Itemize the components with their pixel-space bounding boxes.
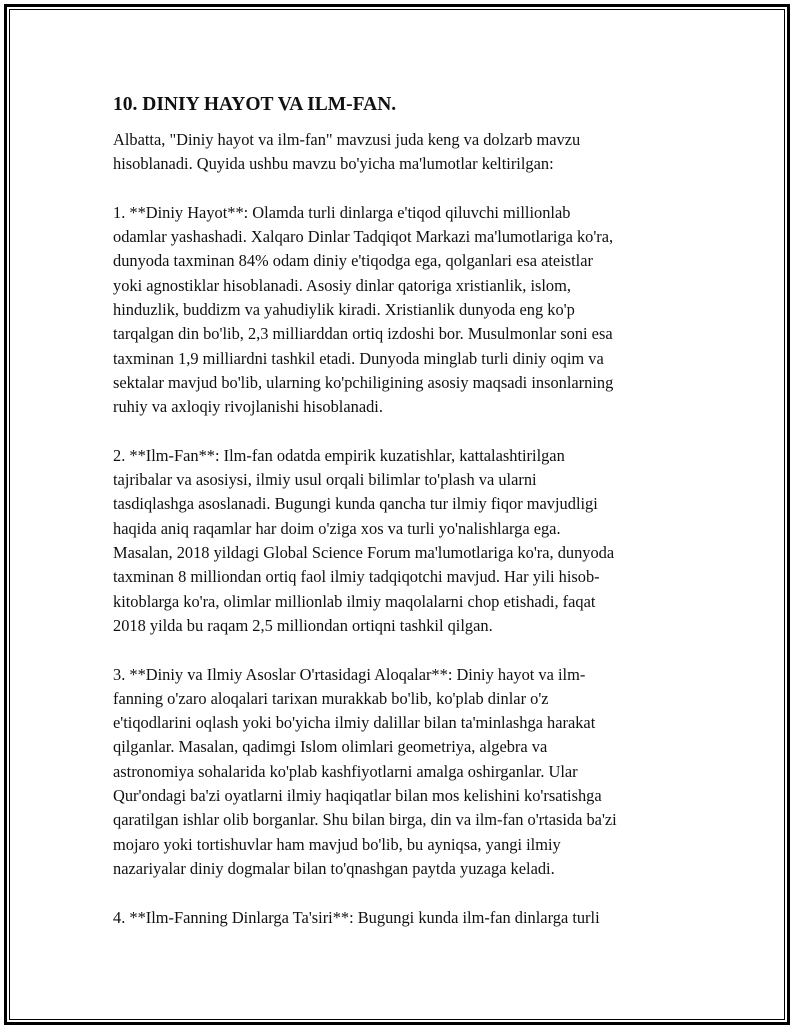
text-line: hinduzlik, buddizm va yahudiylik kiradi. Xristianlik dunyoda eng ko'p	[113, 300, 575, 320]
text-line: e'tiqodlarini oqlash yoki bo'yicha ilmiy dalillar bilan ta'minlashga harakat	[113, 713, 596, 733]
paragraph	[113, 201, 673, 420]
text-line: fanning o'zaro aloqalari tarixan murakkab bo'lib, ko'plab dinlar o'z	[113, 688, 549, 708]
paragraph	[113, 128, 673, 177]
text-line: odamlar yashashadi. Xalqaro Dinlar Tadqiqot Markazi ma'lumotlariga ko'ra,	[113, 227, 614, 247]
text-line: 2. **Ilm-Fan**: Ilm-fan odatda empirik kuzatishlar, kattalashtirilgan	[113, 445, 565, 465]
document-body	[113, 92, 673, 954]
text-line: tarqalgan din bo'lib, 2,3 milliarddan ortiq izdoshi bor. Musulmonlar soni esa	[113, 324, 613, 344]
text-line: 3. **Diniy va Ilmiy Asoslar O'rtasidagi Aloqalar**: Diniy hayot va ilm-	[113, 664, 586, 684]
text-line: 1. **Diniy Hayot**: Olamda turli dinlarga e'tiqod qiluvchi millionlab	[113, 202, 571, 222]
text-line: Albatta, "Diniy hayot va ilm-fan" mavzusi juda keng va dolzarb mavzu	[113, 130, 581, 149]
text-line: mojaro yoki tortishuvlar ham mavjud bo'lib, bu ayniqsa, yangi ilmiy	[113, 834, 561, 854]
text-line: 4. **Ilm-Fanning Dinlarga Ta'siri**: Bugungi kunda ilm-fan dinlarga turli	[113, 907, 600, 927]
document-title: 10. DINIY HAYOT VA ILM-FAN.	[113, 94, 397, 115]
text-line: taxminan 8 milliondan ortiq faol ilmiy tadqiqotchi mavjud. Har yili hisob-	[113, 567, 600, 587]
text-line: Masalan, 2018 yildagi Global Science Forum ma'lumotlariga ko'ra, dunyoda	[113, 543, 615, 563]
text-line: astronomiya sohalarida ko'plab kashfiyotlarni amalga oshirganlar. Ular	[113, 761, 578, 781]
paragraph	[113, 906, 673, 930]
text-line: qilganlar. Masalan, qadimgi Islom olimlari geometriya, algebra va	[113, 737, 548, 757]
text-line: taxminan 1,9 milliardni tashkil etadi. Dunyoda minglab turli diniy oqim va	[113, 348, 604, 368]
text-line: dunyoda taxminan 84% odam diniy e'tiqodga ega, qolganlari esa ateistlar	[113, 251, 593, 271]
text-line: sektalar mavjud bo'lib, ularning ko'pchiligining asosiy maqsadi insonlarning	[113, 372, 614, 392]
text-line: hisoblanadi. Quyida ushbu mavzu bo'yicha ma'lumotlar keltirilgan:	[113, 154, 554, 174]
text-line: 2018 yilda bu raqam 2,5 milliondan ortiqni tashkil qilgan.	[113, 615, 493, 635]
paragraph	[113, 663, 673, 882]
paragraph-list	[113, 128, 673, 930]
text-line: yoki agnostiklar hisoblanadi. Asosiy dinlar qatoriga xristianlik, islom,	[113, 275, 571, 295]
text-line: kitoblarga ko'ra, olimlar millionlab ilmiy maqolalarni chop etishadi, faqat	[113, 591, 596, 611]
text-line: tasdiqlashga asoslanadi. Bugungi kunda qancha tur ilmiy fiqor mavjudligi	[113, 494, 598, 514]
text-line: qaratilgan ishlar olib borganlar. Shu bilan birga, din va ilm-fan o'rtasida ba'zi	[113, 810, 617, 830]
text-line: haqida aniq raqamlar har doim o'ziga xos va turli yo'nalishlarga ega.	[113, 518, 561, 538]
text-line: tajribalar va asosiysi, ilmiy usul orqali bilimlar to'plash va ularni	[113, 470, 537, 490]
paragraph	[113, 444, 673, 638]
text-line: nazariyalar diniy dogmalar bilan to'qnashgan paytda yuzaga keladi.	[113, 858, 555, 878]
text-line: ruhiy va axloqiy rivojlanishi hisoblanadi.	[113, 397, 383, 417]
text-line: Qur'ondagi ba'zi oyatlarni ilmiy haqiqatlar bilan mos kelishini ko'rsatishga	[113, 786, 602, 806]
